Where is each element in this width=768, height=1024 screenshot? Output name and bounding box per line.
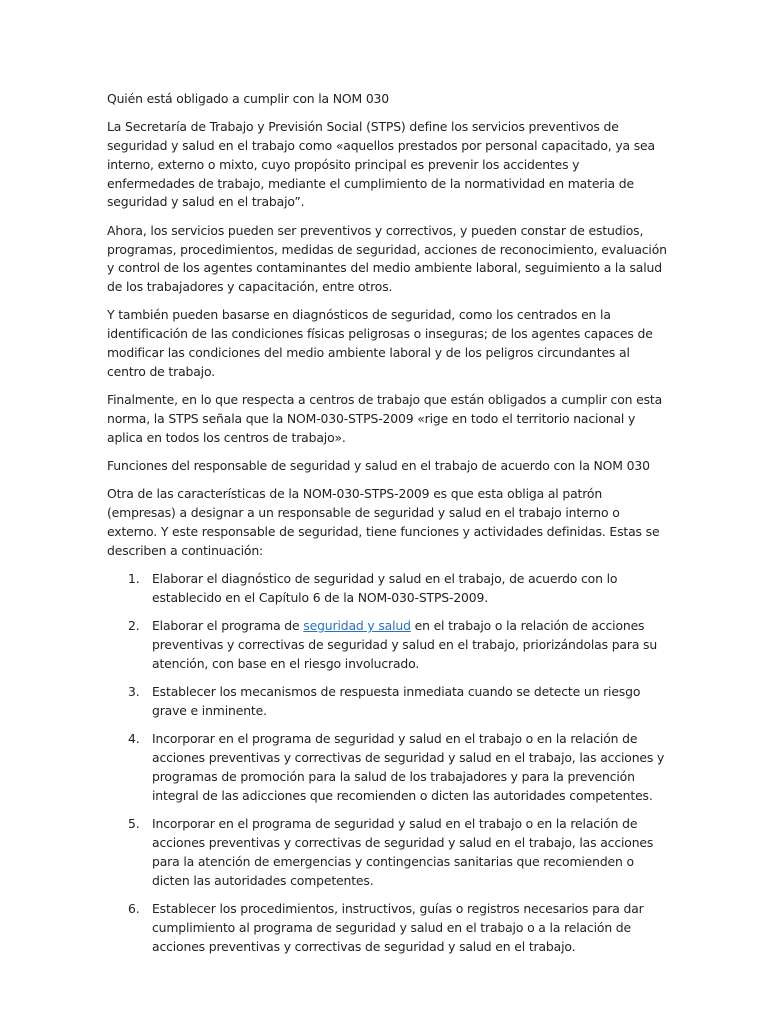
paragraph-responsible: Otra de las características de la NOM-030-STPS-2009 es que esta obliga al patrón (empresas) a designar a un responsable de seguridad y salud en el trabajo interno o externo. Y este responsable de seguridad, tiene funciones y actividades definidas. Estas se describen a continuación: <box>107 486 660 558</box>
list-item <box>107 815 667 890</box>
document-body <box>107 90 667 966</box>
list-item <box>107 570 667 608</box>
paragraph-diagnostics: Y también pueden basarse en diagnósticos de seguridad, como los centrados en la identificación de las condiciones físicas peligrosas o inseguras; de los agentes capaces de modificar las condiciones del medio ambiente laboral y de los peligros circundantes al centro de trabajo. <box>107 307 653 379</box>
paragraph-scope: Finalmente, en lo que respecta a centros de trabajo que están obligados a cumplir con esta norma, la STPS señala que la NOM-030-STPS-2009 «rige en todo el territorio nacional y aplica en todos los centros de trabajo». <box>107 392 663 445</box>
list-item-number: 2. <box>128 618 140 634</box>
list-item-text: Elaborar el diagnóstico de seguridad y salud en el trabajo, de acuerdo con lo establecido en el Capítulo 6 de la NOM-030-STPS-2009. <box>152 571 618 605</box>
list-item-text: Incorporar en el programa de seguridad y salud en el trabajo o en la relación de acciones preventivas y correctivas de seguridad y salud en el trabajo, las acciones para la atención de emergencias y contingencias sanitarias que recomienden o dicten las autoridades competentes. <box>152 816 654 888</box>
list-item-number: 1. <box>128 571 140 587</box>
section-heading-functions: Funciones del responsable de seguridad y salud en el trabajo de acuerdo con la NOM 030 <box>107 458 650 474</box>
list-item-number: 4. <box>128 731 140 747</box>
document-title: Quién está obligado a cumplir con la NOM 030 <box>107 91 390 106</box>
list-item <box>107 900 667 956</box>
seguridad-y-salud-link[interactable]: seguridad y salud <box>303 618 411 634</box>
paragraph-stps-definition: La Secretaría de Trabajo y Previsión Social (STPS) define los servicios preventivos de seguridad y salud en el trabajo como «aquellos prestados por personal capacitado, ya sea interno, externo o mixto, cuyo propósito principal es prevenir los accidentes y enfermedades de trabajo, mediante el cumplimiento de la normatividad en materia de seguridad y salud en el trabajo”. <box>107 119 655 210</box>
functions-list <box>107 570 667 956</box>
list-item <box>107 683 667 721</box>
list-item-number: 6. <box>128 900 140 916</box>
list-item <box>107 617 667 673</box>
list-item-text-before-link: Elaborar el programa de <box>152 618 304 634</box>
list-item-text: Establecer los procedimientos, instructivos, guías o registros necesarios para dar cumplimiento al programa de seguridad y salud en el trabajo o a la relación de acciones preventivas y correctivas de seguridad y salud en el trabajo. <box>152 900 644 954</box>
paragraph-service-types: Ahora, los servicios pueden ser preventivos y correctivos, y pueden constar de estudios, programas, procedimientos, medidas de seguridad, acciones de reconocimiento, evaluación y control de los agentes contaminantes del medio ambiente laboral, seguimiento a la salud de los trabajadores y capacitación, entre otros. <box>107 222 667 295</box>
list-item-number: 5. <box>128 816 140 832</box>
list-item-text-after-link: en el trabajo o la relación de acciones preventivas y correctivas de seguridad y salud en el trabajo, priorizándolas para su atención, con base en el riesgo involucrado. <box>152 618 658 671</box>
list-item <box>107 730 667 805</box>
list-item-text: Incorporar en el programa de seguridad y salud en el trabajo o en la relación de acciones preventivas y correctivas de seguridad y salud en el trabajo, las acciones y programas de promoción para la salud de los trabajadores y para la prevención integral de las adicciones que recomienden o dicten las autoridades competentes. <box>152 731 665 803</box>
list-item-number: 3. <box>128 684 140 700</box>
list-item-text: Establecer los mecanismos de respuesta inmediata cuando se detecte un riesgo grave e inminente. <box>152 684 641 718</box>
